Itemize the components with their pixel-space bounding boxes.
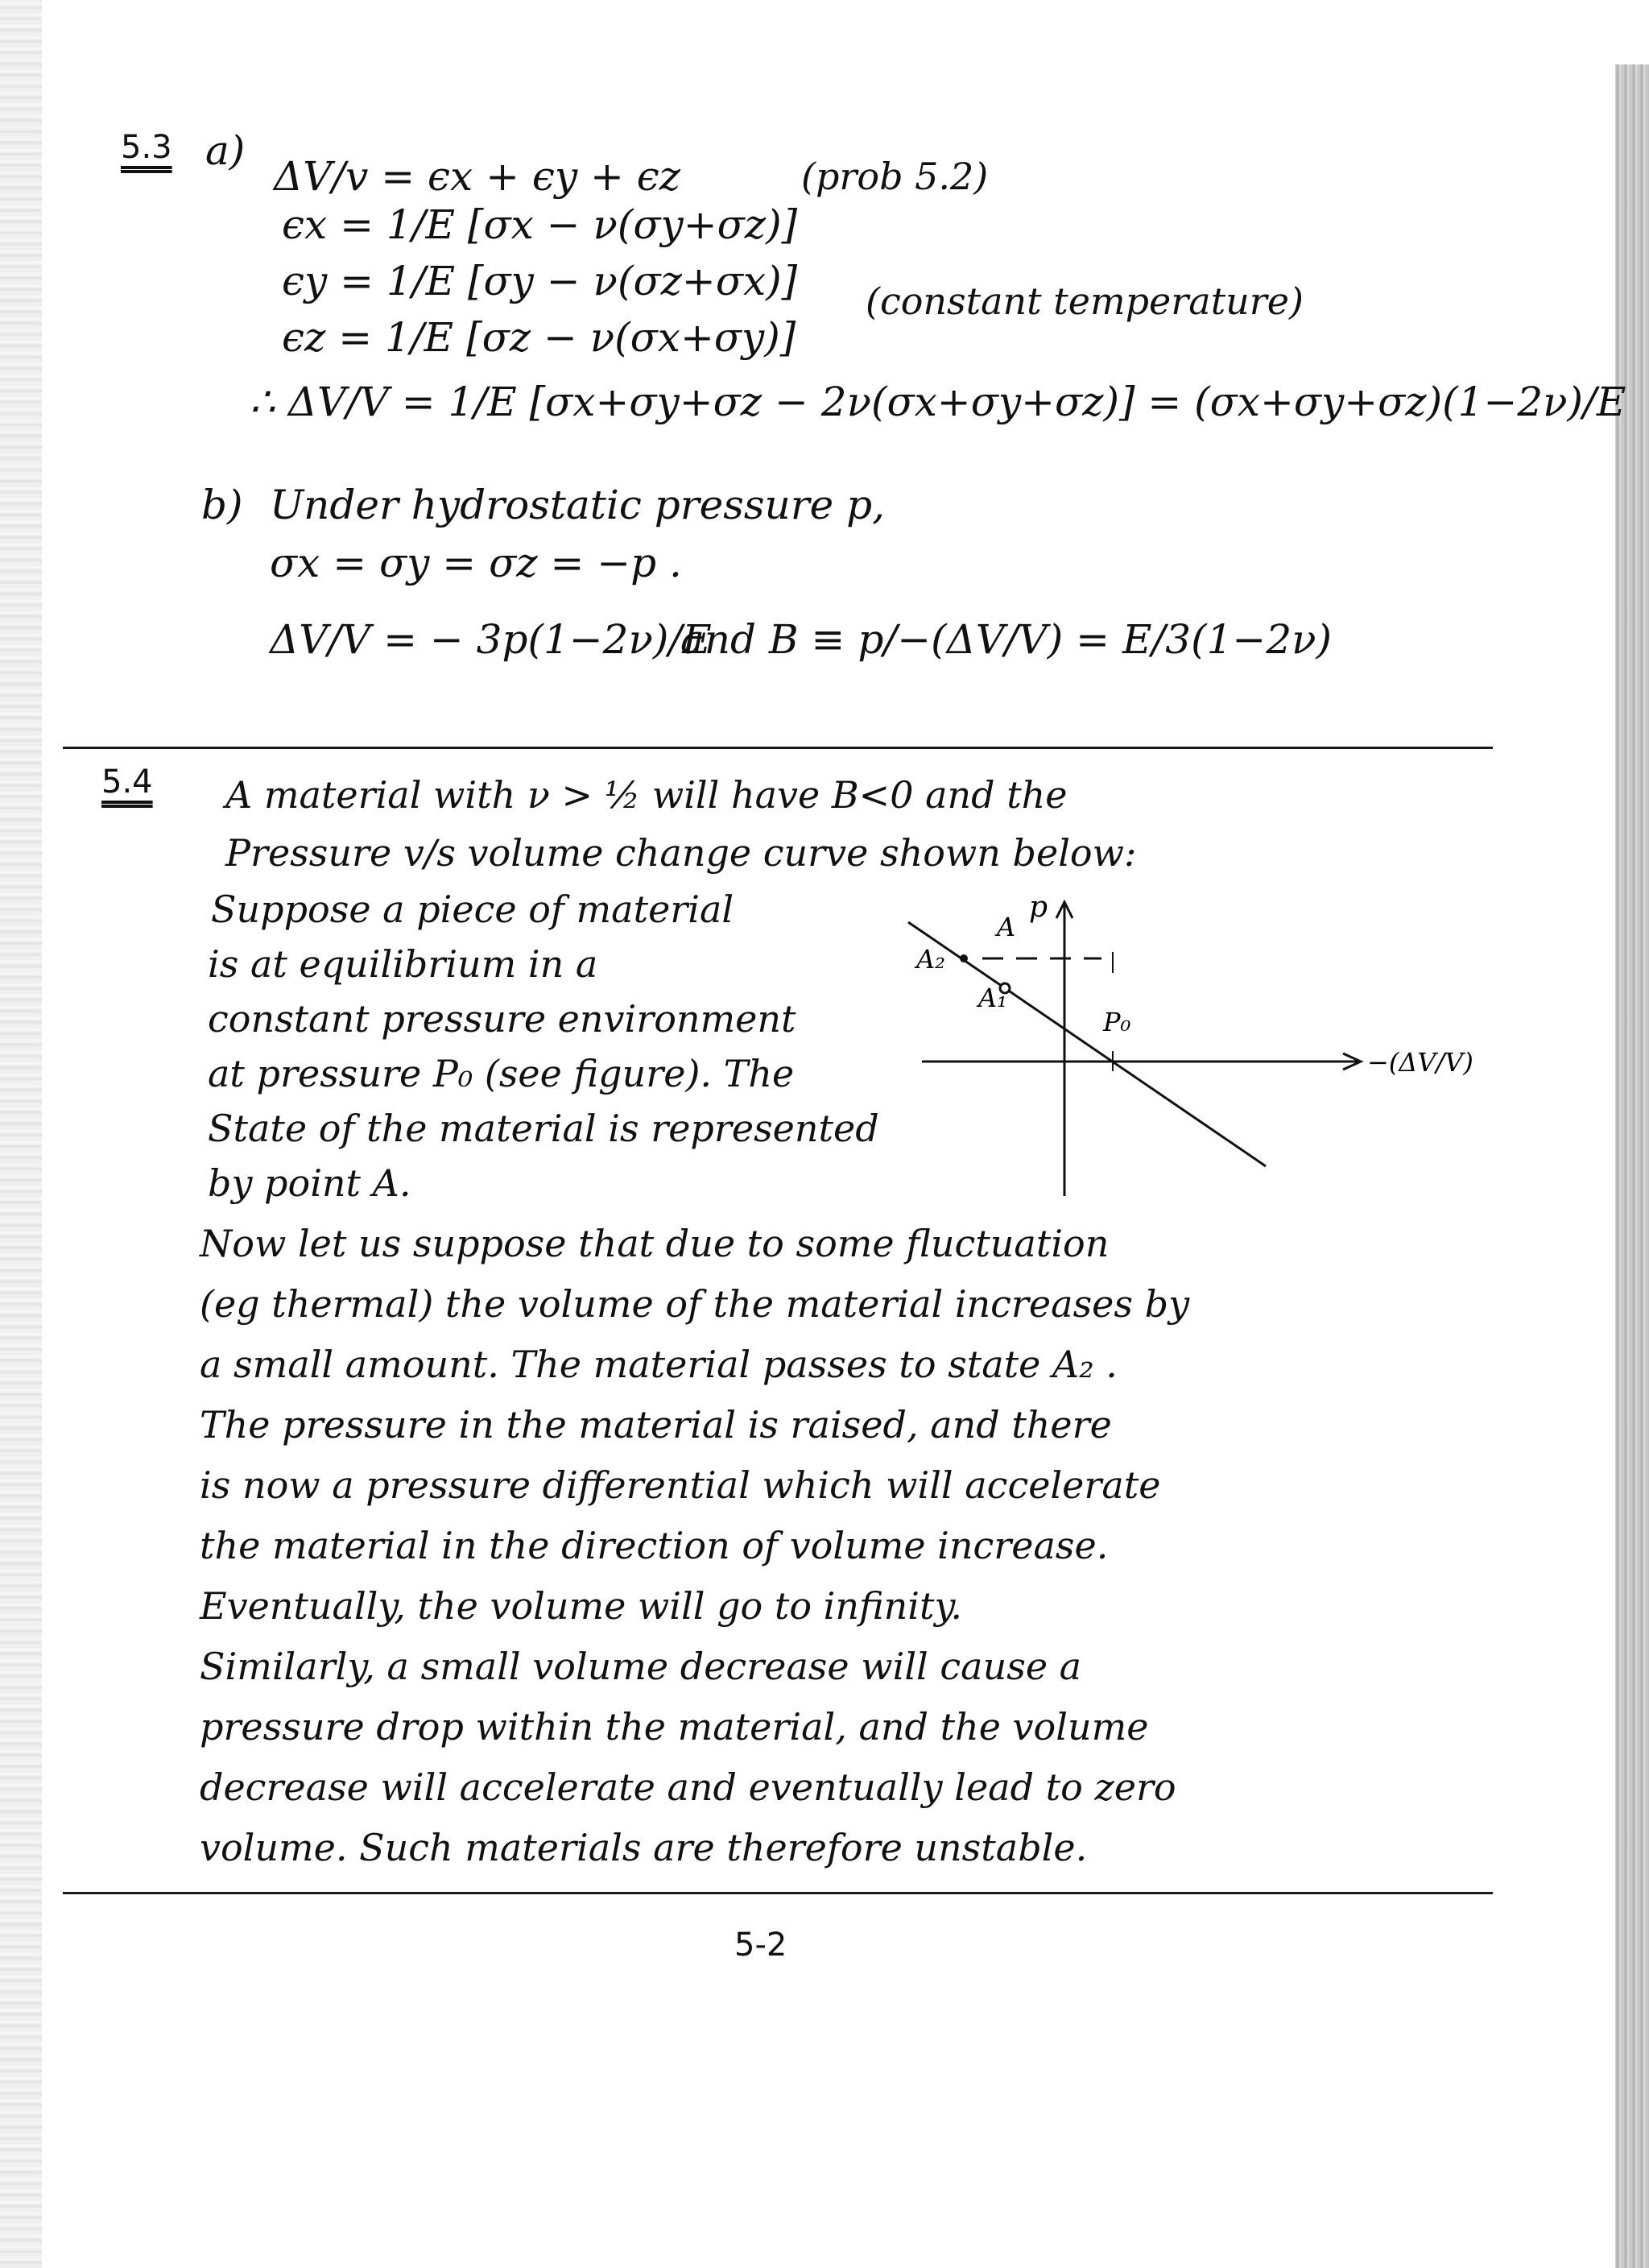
eq-volume-result: ∴ ΔV/V = 1/E [σx+σy+σz − 2ν(σx+σy+σz)] = (σx+σy+σz)(1−2ν)/E	[250, 379, 1626, 425]
section-divider-bottom	[63, 1892, 1493, 1894]
body-line-10: decrease will accelerate and eventually lead to zero	[200, 1765, 1176, 1809]
problem-5-3-number: 5.3	[121, 129, 172, 166]
eq-strain-z: ϵz = 1/E [σz − ν(σx+σy)]	[282, 314, 796, 361]
body-line-5: is now a pressure differential which will accelerate	[200, 1463, 1161, 1507]
body-line-3: a small amount. The material passes to state A₂ .	[200, 1343, 1118, 1386]
p-axis-label: p	[1029, 891, 1048, 924]
eq-hydrostatic-stress: σx = σy = σz = −p .	[270, 540, 682, 586]
side-line-1: Suppose a piece of material	[211, 888, 734, 931]
scan-left-edge	[0, 0, 42, 2268]
point-a1-label: A₁	[978, 983, 1007, 1013]
eq-bulk-modulus: and B ≡ p/−(ΔV/V) = E/3(1−2ν)	[680, 616, 1333, 663]
side-line-3: constant pressure environment	[208, 997, 796, 1041]
point-a-dot	[960, 954, 968, 962]
side-line-4: at pressure P₀ (see figure). The	[208, 1052, 795, 1095]
eq-strain-y: ϵy = 1/E [σy − ν(σz+σx)]	[282, 258, 798, 304]
volume-axis-label: −(ΔV/V)	[1367, 1047, 1473, 1078]
body-line-11: volume. Such materials are therefore unstable.	[200, 1826, 1088, 1869]
page-number: 5-2	[734, 1927, 787, 1964]
body-line-8: Similarly, a small volume decrease will cause a	[200, 1645, 1082, 1688]
eq-hydrostatic-volume: ΔV/V = − 3p(1−2ν)/E	[270, 616, 712, 663]
body-line-4: The pressure in the material is raised, and there	[200, 1403, 1112, 1446]
part-b-text: Under hydrostatic pressure p,	[270, 482, 886, 528]
part-b-label: b)	[201, 482, 243, 528]
body-line-9: pressure drop within the material, and the volume	[200, 1705, 1149, 1749]
eq-volume-strain: ΔV/v = ϵx + ϵy + ϵz	[274, 153, 681, 200]
section-divider-top	[63, 747, 1493, 749]
part-a-label: a)	[205, 127, 246, 174]
p0-label: P₀	[1103, 1007, 1131, 1037]
intro-line-2: Pressure v/s volume change curve shown below:	[225, 831, 1137, 875]
eq-strain-y-note: (constant temperature)	[866, 279, 1304, 323]
pressure-volume-figure	[886, 886, 1482, 1208]
side-line-6: by point A.	[208, 1161, 411, 1205]
body-line-6: the material in the direction of volume increase.	[200, 1524, 1109, 1567]
body-line-1: Now let us suppose that due to some fluctuation	[200, 1222, 1110, 1265]
body-line-2: (eg thermal) the volume of the material increases by	[200, 1282, 1190, 1326]
side-line-2: is at equilibrium in a	[208, 942, 598, 986]
body-line-7: Eventually, the volume will go to infinity.	[200, 1584, 962, 1628]
point-a2-label: A₂	[916, 944, 945, 975]
problem-5-4-number: 5.4	[101, 764, 153, 801]
point-a-label: A	[997, 912, 1016, 942]
eq-volume-strain-note: (prob 5.2)	[801, 155, 989, 198]
intro-line-1: A material with ν > ½ will have B<0 and the	[225, 773, 1068, 817]
eq-strain-x: ϵx = 1/E [σx − ν(σy+σz)]	[282, 201, 798, 248]
side-line-5: State of the material is represented	[208, 1107, 879, 1150]
